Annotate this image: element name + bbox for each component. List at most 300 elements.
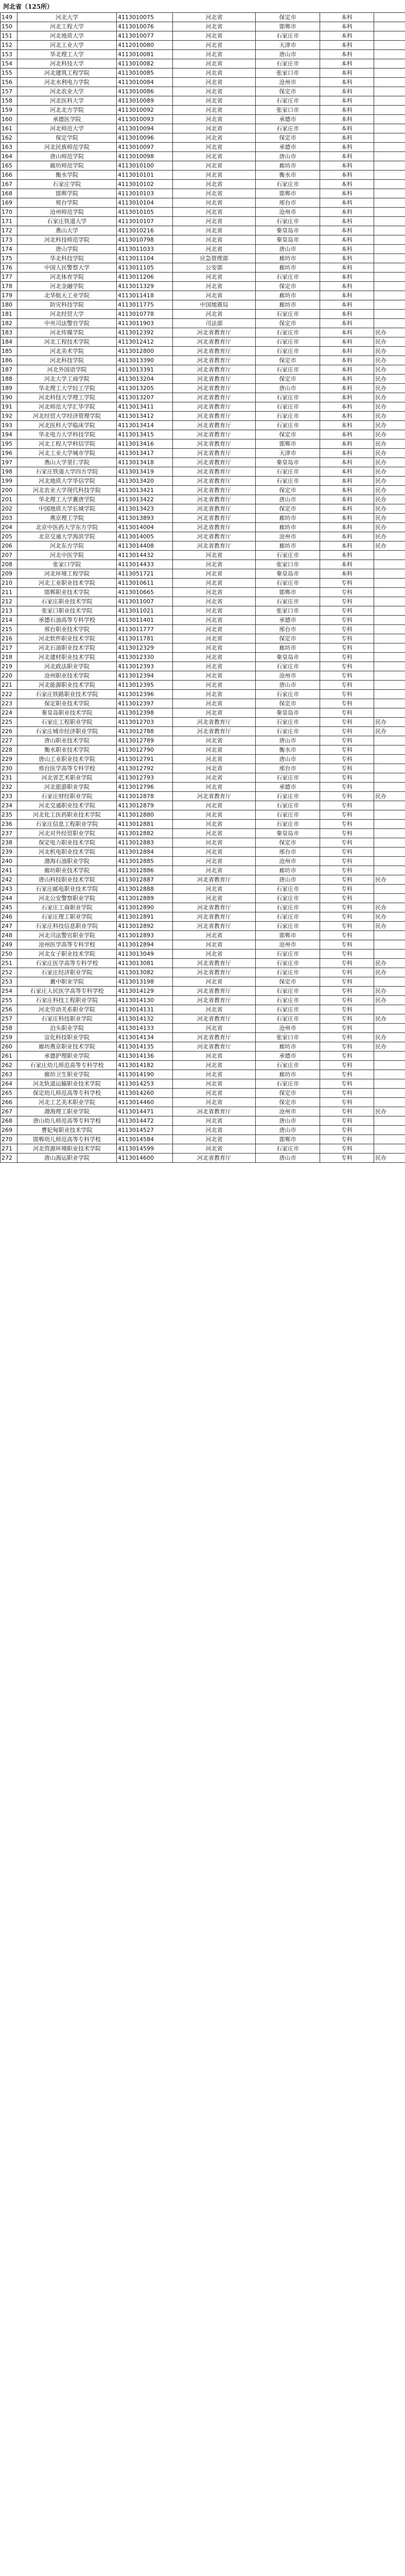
level: 本科	[320, 133, 374, 143]
city: 邢台市	[256, 764, 320, 773]
institution-code: 4113011775	[117, 300, 173, 310]
city: 石家庄市	[256, 1005, 320, 1014]
row-index: 162	[1, 133, 17, 143]
institution-name: 河北能源职业技术学院	[17, 681, 117, 690]
institution-code: 4113014260	[117, 1089, 173, 1098]
institution-code: 4113012891	[117, 912, 173, 922]
note: 民办	[374, 996, 405, 1005]
institution-code: 4113012792	[117, 764, 173, 773]
city: 邯郸市	[256, 1135, 320, 1144]
note	[374, 1135, 405, 1144]
institution-name: 石家庄学院	[17, 180, 117, 189]
table-row	[1, 820, 405, 829]
city: 石家庄市	[256, 328, 320, 337]
institution-name: 北华航天工业学院	[17, 291, 117, 300]
row-index: 221	[1, 681, 17, 690]
institution-name: 邢台职业技术学院	[17, 625, 117, 634]
note	[374, 699, 405, 708]
row-index: 203	[1, 514, 17, 523]
level: 专科	[320, 848, 374, 857]
city: 石家庄市	[256, 402, 320, 412]
institution-code: 4113013390	[117, 356, 173, 365]
authority: 河北省教育厅	[173, 337, 256, 347]
table-row	[1, 1061, 405, 1070]
table-row	[1, 1052, 405, 1061]
note	[374, 579, 405, 588]
institution-name: 河北资源环境职业技术学院	[17, 1144, 117, 1154]
table-row	[1, 727, 405, 736]
table-row	[1, 968, 405, 977]
note	[374, 671, 405, 681]
level: 本科	[320, 161, 374, 171]
row-index: 170	[1, 208, 17, 217]
table-row	[1, 13, 405, 22]
city: 廊坊市	[256, 523, 320, 532]
institution-name: 河北师范大学	[17, 124, 117, 133]
level: 本科	[320, 198, 374, 208]
institution-code: 4113010665	[117, 588, 173, 597]
institution-name: 河北公安警察职业学院	[17, 894, 117, 903]
level: 专科	[320, 894, 374, 903]
institution-code: 4113012393	[117, 662, 173, 671]
level: 专科	[320, 1033, 374, 1042]
level: 专科	[320, 634, 374, 643]
city: 衡水市	[256, 171, 320, 180]
institution-name: 河北金融学院	[17, 282, 117, 291]
table-row	[1, 801, 405, 810]
city: 邢台市	[256, 848, 320, 857]
institution-code: 4113013414	[117, 421, 173, 430]
institution-code: 4113012392	[117, 328, 173, 337]
row-index: 224	[1, 708, 17, 718]
institution-code: 4113010089	[117, 96, 173, 106]
level: 专科	[320, 1070, 374, 1079]
institution-name: 河北大学	[17, 13, 117, 22]
city: 石家庄市	[256, 180, 320, 189]
institution-code: 4113012887	[117, 875, 173, 885]
level: 本科	[320, 310, 374, 319]
row-index: 270	[1, 1135, 17, 1144]
note	[374, 300, 405, 310]
row-index: 218	[1, 653, 17, 662]
note: 民办	[374, 1154, 405, 1163]
note	[374, 783, 405, 792]
note: 民办	[374, 504, 405, 514]
institution-name: 河北工程技术学院	[17, 337, 117, 347]
city: 石家庄市	[256, 1079, 320, 1089]
row-index: 181	[1, 310, 17, 319]
note	[374, 124, 405, 133]
authority: 河北省	[173, 551, 256, 560]
authority: 河北省	[173, 124, 256, 133]
note	[374, 616, 405, 625]
note: 民办	[374, 337, 405, 347]
authority: 河北省	[173, 625, 256, 634]
city: 保定市	[256, 319, 320, 328]
row-index: 261	[1, 1052, 17, 1061]
note	[374, 653, 405, 662]
city: 承德市	[256, 616, 320, 625]
level: 专科	[320, 912, 374, 922]
table-row	[1, 171, 405, 180]
level: 专科	[320, 829, 374, 838]
institution-code: 4113012396	[117, 690, 173, 699]
institution-name: 唐山师范学院	[17, 152, 117, 161]
city: 石家庄市	[256, 31, 320, 41]
table-row	[1, 597, 405, 606]
institution-code: 4113014130	[117, 996, 173, 1005]
city: 廊坊市	[256, 291, 320, 300]
city: 石家庄市	[256, 820, 320, 829]
note	[374, 690, 405, 699]
institution-code: 4113012330	[117, 653, 173, 662]
row-index: 265	[1, 1089, 17, 1098]
table-row	[1, 551, 405, 560]
level: 本科	[320, 300, 374, 310]
institution-name: 泊头职业学院	[17, 1024, 117, 1033]
institution-name: 廊坊职业技术学院	[17, 866, 117, 875]
institution-name: 石家庄信息工程职业学院	[17, 820, 117, 829]
note	[374, 291, 405, 300]
note	[374, 588, 405, 597]
note	[374, 78, 405, 87]
authority: 河北省	[173, 1052, 256, 1061]
institution-name: 河北对外经贸职业学院	[17, 829, 117, 838]
level: 专科	[320, 903, 374, 912]
table-row	[1, 291, 405, 300]
city: 保定市	[256, 133, 320, 143]
level: 专科	[320, 764, 374, 773]
note	[374, 59, 405, 69]
institution-code: 4113012878	[117, 792, 173, 801]
authority: 河北省	[173, 217, 256, 226]
note	[374, 22, 405, 31]
row-index: 211	[1, 588, 17, 597]
level: 本科	[320, 569, 374, 579]
note	[374, 226, 405, 235]
city: 石家庄市	[256, 1061, 320, 1070]
table-row	[1, 235, 405, 245]
city: 石家庄市	[256, 662, 320, 671]
row-index: 174	[1, 245, 17, 254]
note: 民办	[374, 477, 405, 486]
city: 沧州市	[256, 1107, 320, 1116]
authority: 河北省教育厅	[173, 384, 256, 393]
city: 石家庄市	[256, 690, 320, 699]
institution-code: 4113012790	[117, 745, 173, 755]
institution-name: 中国人民警察大学	[17, 263, 117, 273]
table-row	[1, 78, 405, 87]
row-index: 271	[1, 1144, 17, 1154]
level: 专科	[320, 885, 374, 894]
institution-name: 河北工艺美术职业学院	[17, 1098, 117, 1107]
note	[374, 606, 405, 616]
city: 保定市	[256, 504, 320, 514]
authority: 河北省教育厅	[173, 1033, 256, 1042]
city: 邯郸市	[256, 22, 320, 31]
row-index: 243	[1, 885, 17, 894]
level: 专科	[320, 857, 374, 866]
table-row	[1, 606, 405, 616]
row-index: 166	[1, 171, 17, 180]
level: 专科	[320, 1154, 374, 1163]
institution-name: 廊坊师范学院	[17, 161, 117, 171]
level: 专科	[320, 579, 374, 588]
institution-name: 河北化工医药职业技术学院	[17, 810, 117, 820]
institution-name: 唐山科技职业技术学院	[17, 875, 117, 885]
authority: 河北省	[173, 820, 256, 829]
note	[374, 773, 405, 783]
level: 本科	[320, 13, 374, 22]
authority: 河北省	[173, 606, 256, 616]
authority: 河北省	[173, 22, 256, 31]
level: 本科	[320, 152, 374, 161]
note	[374, 87, 405, 96]
table-row	[1, 106, 405, 115]
institution-code: 4113014408	[117, 541, 173, 551]
table-row	[1, 402, 405, 412]
level: 本科	[320, 50, 374, 59]
row-index: 267	[1, 1107, 17, 1116]
row-index: 232	[1, 783, 17, 792]
note: 民办	[374, 412, 405, 421]
row-index: 248	[1, 931, 17, 940]
level: 专科	[320, 708, 374, 718]
note	[374, 1089, 405, 1098]
row-index: 263	[1, 1070, 17, 1079]
institution-name: 秦皇岛职业技术学院	[17, 708, 117, 718]
city: 廊坊市	[256, 263, 320, 273]
table-row	[1, 708, 405, 718]
institution-name: 曹妃甸职业技术学院	[17, 1126, 117, 1135]
row-index: 165	[1, 161, 17, 171]
row-index: 168	[1, 189, 17, 198]
authority: 河北省	[173, 810, 256, 820]
city: 石家庄市	[256, 894, 320, 903]
table-row	[1, 310, 405, 319]
level: 本科	[320, 495, 374, 504]
city: 承德市	[256, 143, 320, 152]
table-row	[1, 495, 405, 504]
institution-code: 4113051721	[117, 569, 173, 579]
city: 石家庄市	[256, 477, 320, 486]
city: 保定市	[256, 13, 320, 22]
level: 本科	[320, 412, 374, 421]
institution-code: 4113010102	[117, 180, 173, 189]
city: 保定市	[256, 87, 320, 96]
table-row	[1, 653, 405, 662]
row-index: 189	[1, 384, 17, 393]
institution-name: 河北科技大学	[17, 59, 117, 69]
authority: 河北省教育厅	[173, 1107, 256, 1116]
city: 邯郸市	[256, 439, 320, 449]
city: 张家口市	[256, 560, 320, 569]
authority: 河北省教育厅	[173, 430, 256, 439]
authority: 河北省	[173, 838, 256, 848]
institution-code: 4113013412	[117, 412, 173, 421]
authority: 河北省	[173, 69, 256, 78]
table-row	[1, 1042, 405, 1052]
authority: 河北省	[173, 1144, 256, 1154]
note	[374, 1126, 405, 1135]
institution-name: 河北外国语学院	[17, 365, 117, 375]
institution-code: 4113011777	[117, 625, 173, 634]
table-row	[1, 1144, 405, 1154]
institution-code: 4113014005	[117, 532, 173, 541]
note: 民办	[374, 727, 405, 736]
table-row	[1, 681, 405, 690]
table-row	[1, 22, 405, 31]
level: 本科	[320, 96, 374, 106]
institution-code: 4113013423	[117, 504, 173, 514]
table-row	[1, 625, 405, 634]
city: 秦皇岛市	[256, 829, 320, 838]
city: 沧州市	[256, 857, 320, 866]
table-row	[1, 430, 405, 439]
authority: 河北省	[173, 588, 256, 597]
level: 本科	[320, 393, 374, 402]
note: 民办	[374, 875, 405, 885]
level: 专科	[320, 718, 374, 727]
institution-code: 4113010107	[117, 217, 173, 226]
authority: 河北省教育厅	[173, 968, 256, 977]
authority: 河北省	[173, 1070, 256, 1079]
authority: 河北省教育厅	[173, 467, 256, 477]
institution-code: 4113010096	[117, 133, 173, 143]
authority: 河北省教育厅	[173, 504, 256, 514]
institution-name: 河北东方学院	[17, 541, 117, 551]
table-row	[1, 375, 405, 384]
city: 保定市	[256, 356, 320, 365]
institution-code: 4113013081	[117, 959, 173, 968]
institution-code: 4113010105	[117, 208, 173, 217]
level: 本科	[320, 375, 374, 384]
institution-code: 4113012893	[117, 931, 173, 940]
note: 民办	[374, 959, 405, 968]
table-row	[1, 977, 405, 987]
institution-name: 唐山海运职业学院	[17, 1154, 117, 1163]
row-index: 266	[1, 1098, 17, 1107]
note: 民办	[374, 458, 405, 467]
row-index: 163	[1, 143, 17, 152]
row-index: 235	[1, 810, 17, 820]
row-index: 230	[1, 764, 17, 773]
institution-code: 4113010101	[117, 171, 173, 180]
table-row	[1, 838, 405, 848]
table-row	[1, 523, 405, 532]
institution-name: 河北工程大学科信学院	[17, 439, 117, 449]
institution-name: 河北石油职业技术学院	[17, 643, 117, 653]
city: 保定市	[256, 375, 320, 384]
institution-code: 4113014129	[117, 987, 173, 996]
institution-code: 4113011104	[117, 254, 173, 263]
institution-code: 4113013049	[117, 950, 173, 959]
authority: 河北省	[173, 634, 256, 643]
institution-code: 4113013415	[117, 430, 173, 439]
institution-name: 河北工业大学城市学院	[17, 449, 117, 458]
authority: 河北省	[173, 1061, 256, 1070]
level: 本科	[320, 523, 374, 532]
level: 专科	[320, 1107, 374, 1116]
table-row	[1, 412, 405, 421]
authority: 河北省	[173, 699, 256, 708]
table-row	[1, 931, 405, 940]
institution-name: 河北软件职业技术学院	[17, 634, 117, 643]
level: 专科	[320, 1126, 374, 1135]
row-index: 173	[1, 235, 17, 245]
authority: 河北省	[173, 950, 256, 959]
authority: 河北省	[173, 282, 256, 291]
row-index: 257	[1, 1014, 17, 1024]
institution-name: 燕山大学里仁学院	[17, 458, 117, 467]
table-row	[1, 161, 405, 171]
institution-name: 河北地质大学	[17, 31, 117, 41]
institution-name: 河北科技师范学院	[17, 235, 117, 245]
institution-table	[0, 12, 405, 1163]
authority: 河北省教育厅	[173, 495, 256, 504]
row-index: 269	[1, 1126, 17, 1135]
city: 石家庄市	[256, 217, 320, 226]
city: 石家庄市	[256, 96, 320, 106]
table-row	[1, 152, 405, 161]
row-index: 222	[1, 690, 17, 699]
table-row	[1, 245, 405, 254]
authority: 河北省	[173, 745, 256, 755]
institution-name: 石家庄工程职业学院	[17, 718, 117, 727]
note: 民办	[374, 1042, 405, 1052]
institution-code: 4113014132	[117, 1014, 173, 1024]
level: 专科	[320, 597, 374, 606]
table-row	[1, 560, 405, 569]
institution-name: 河北北方学院	[17, 106, 117, 115]
note	[374, 940, 405, 950]
level: 专科	[320, 1052, 374, 1061]
city: 邢台市	[256, 625, 320, 634]
table-row	[1, 31, 405, 41]
authority: 河北省	[173, 755, 256, 764]
city: 唐山市	[256, 736, 320, 745]
table-row	[1, 486, 405, 495]
row-index: 183	[1, 328, 17, 337]
table-row	[1, 263, 405, 273]
level: 专科	[320, 959, 374, 968]
table-row	[1, 41, 405, 50]
table-row	[1, 477, 405, 486]
level: 专科	[320, 1079, 374, 1089]
table-row	[1, 579, 405, 588]
row-index: 215	[1, 625, 17, 634]
city: 天津市	[256, 449, 320, 458]
level: 专科	[320, 671, 374, 681]
institution-code: 4113011105	[117, 263, 173, 273]
institution-name: 河北旅游职业学院	[17, 783, 117, 792]
institution-name: 沧州师范学院	[17, 208, 117, 217]
table-row	[1, 226, 405, 235]
level: 本科	[320, 143, 374, 152]
institution-code: 4113010081	[117, 50, 173, 59]
institution-code: 4113010084	[117, 78, 173, 87]
city: 沧州市	[256, 940, 320, 950]
note	[374, 235, 405, 245]
institution-code: 4113012894	[117, 940, 173, 950]
authority: 应急管理部	[173, 254, 256, 263]
institution-name: 衡水学院	[17, 171, 117, 180]
level: 专科	[320, 1005, 374, 1014]
institution-code: 4113013418	[117, 458, 173, 467]
institution-name: 北京交通大学海滨学院	[17, 532, 117, 541]
institution-code: 4113013391	[117, 365, 173, 375]
institution-code: 4113011418	[117, 291, 173, 300]
